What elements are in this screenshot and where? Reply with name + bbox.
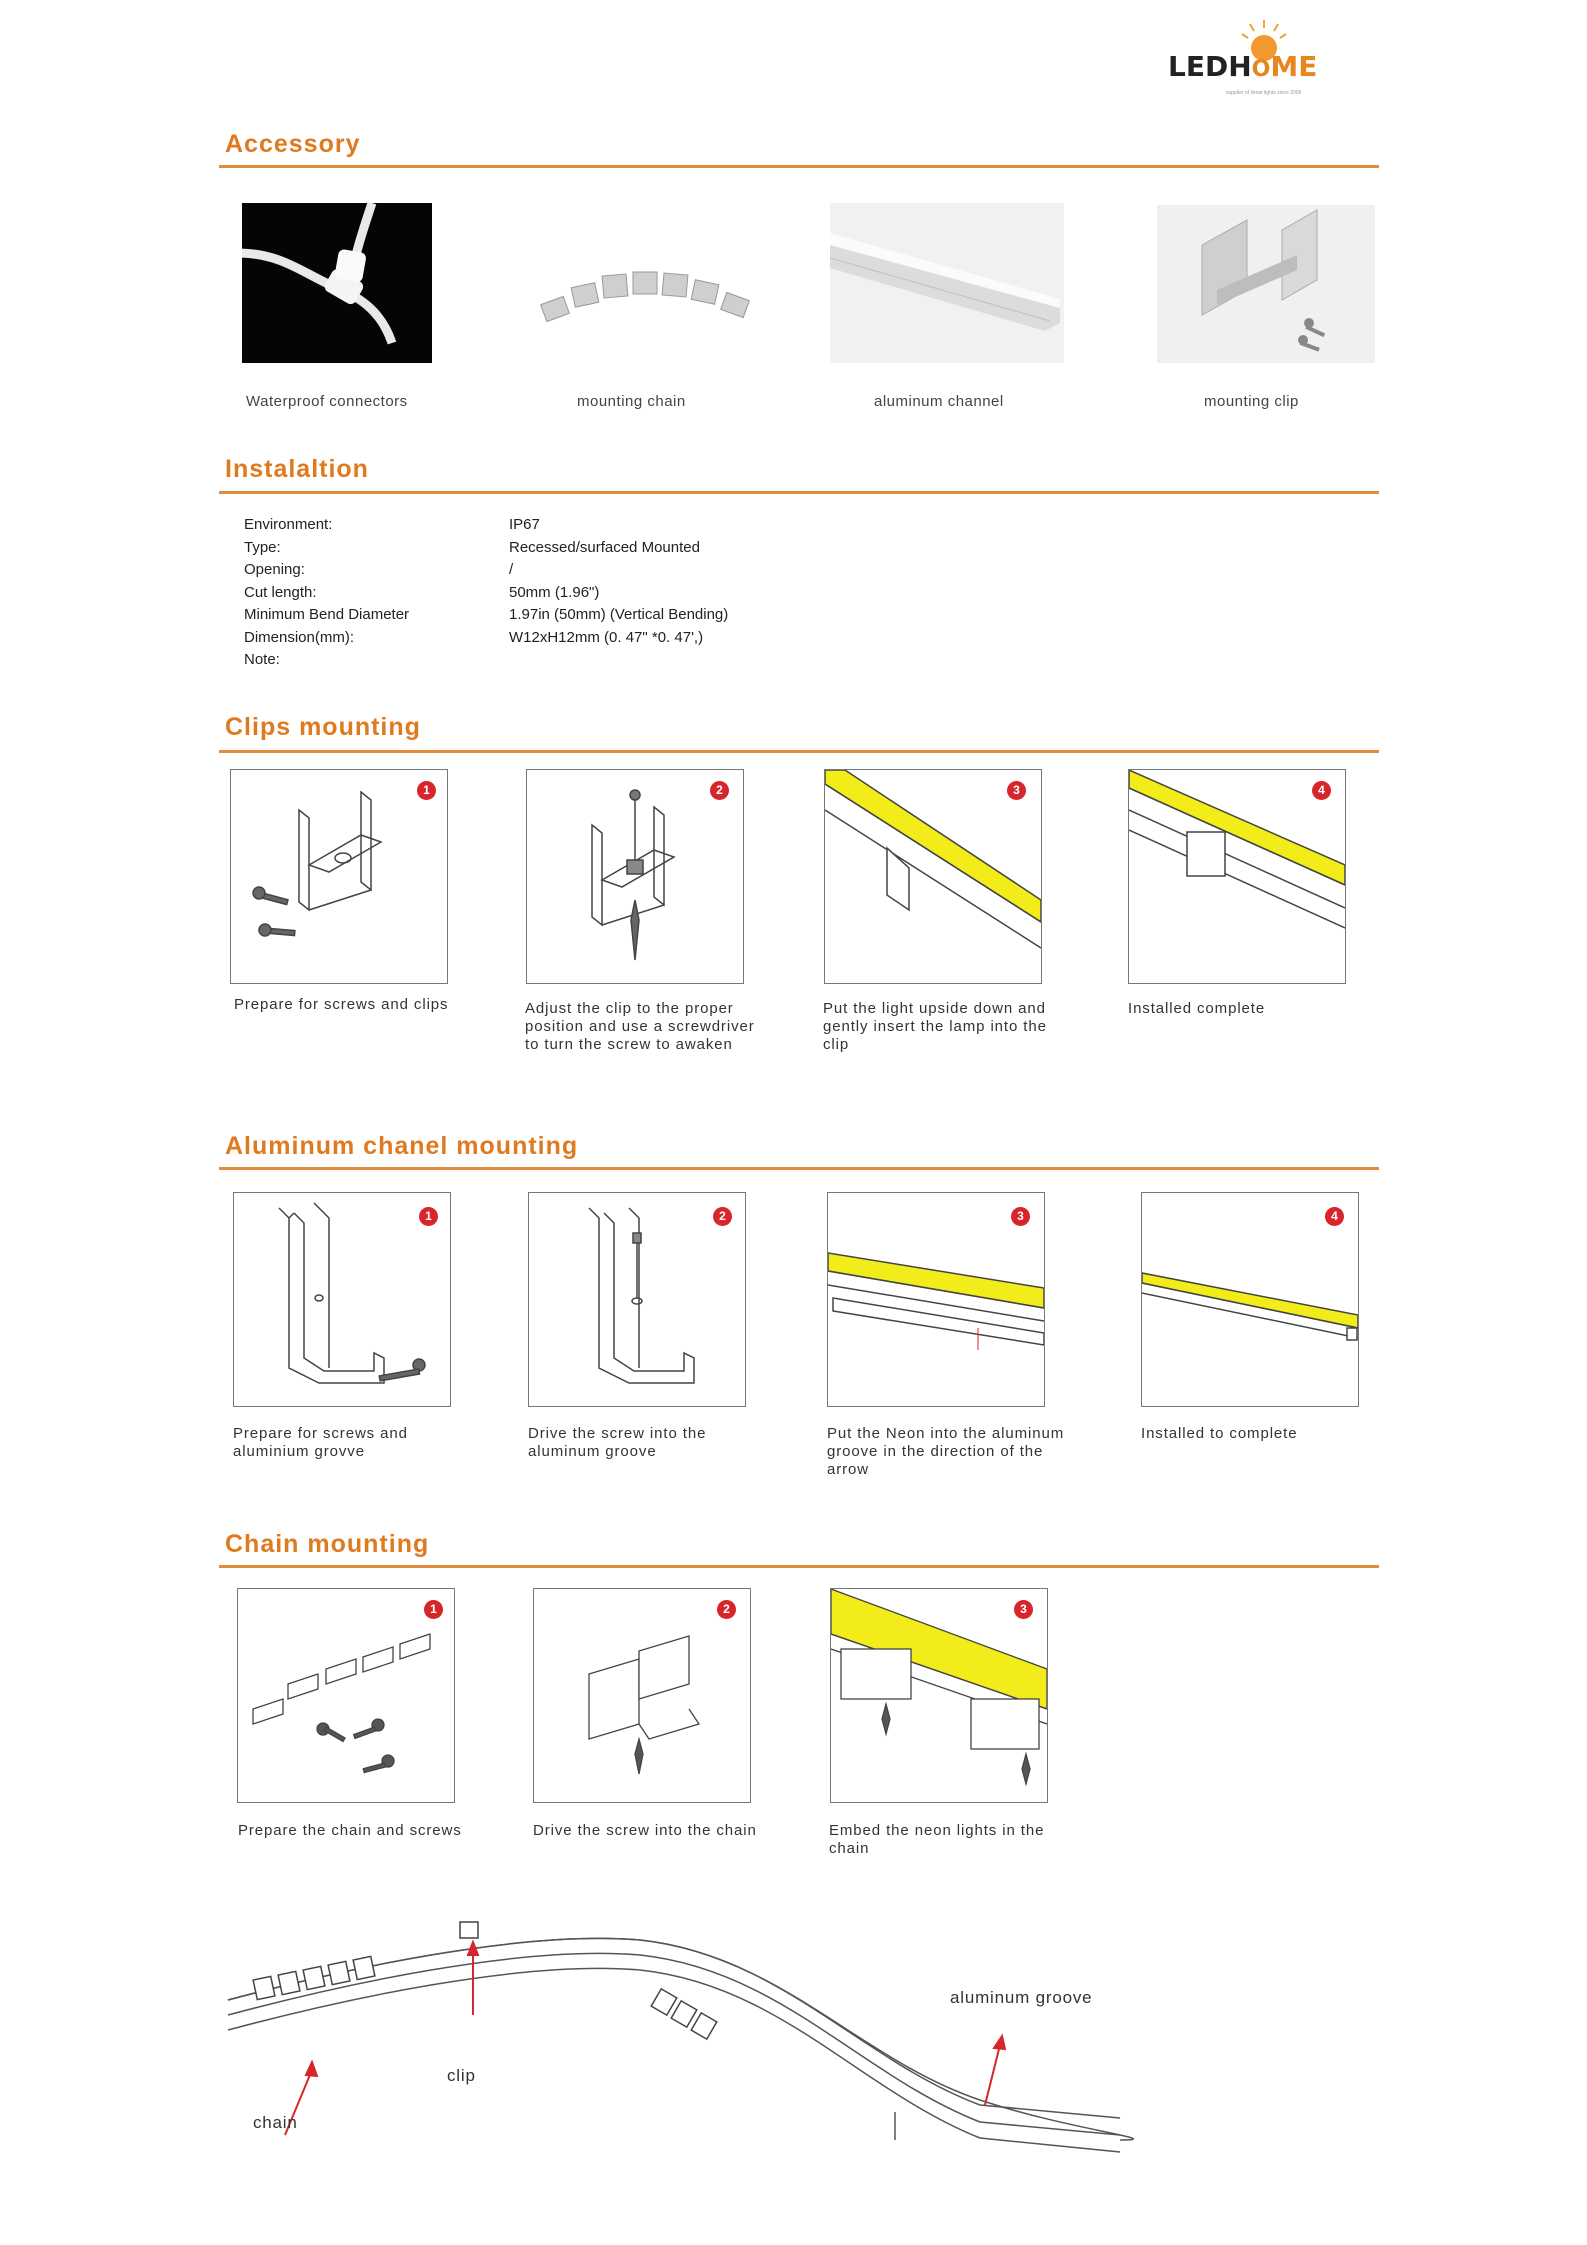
- clips-step-2-caption: Adjust the clip to the proper position and use a screwdriver to turn the screw to awaken: [525, 1000, 755, 1053]
- aluminum-step-1-figure: [233, 1192, 451, 1407]
- clips-step-4-figure: [1128, 769, 1346, 984]
- mounting-clip-image: [1157, 205, 1375, 363]
- step-number-badge: 4: [1312, 781, 1331, 800]
- accessory-caption-chain: mounting chain: [577, 393, 686, 410]
- aluminum-step-4-figure: [1141, 1192, 1359, 1407]
- chain-step-3-figure: [830, 1588, 1048, 1803]
- spec-key: Type:: [244, 538, 281, 556]
- clips-step-1-caption: Prepare for screws and clips: [234, 996, 449, 1013]
- label-aluminum-groove: aluminum groove: [950, 1988, 1093, 2007]
- waterproof-connector-image: [242, 203, 432, 363]
- spec-keys: [244, 514, 409, 672]
- spec-value: 1.97in (50mm) (Vertical Bending): [509, 606, 729, 623]
- accessory-divider: [219, 165, 1379, 168]
- chain-step-1-figure: [237, 1588, 455, 1803]
- aluminum-title: Aluminum chanel mounting: [225, 1132, 579, 1160]
- spec-key: Minimum Bend Diameter: [244, 606, 410, 623]
- step-number-badge: 2: [713, 1207, 732, 1226]
- spec-key: Environment:: [244, 516, 333, 533]
- aluminum-step-3-figure: [827, 1192, 1045, 1407]
- logo-h-text: H: [1228, 50, 1252, 83]
- accessory-title: Accessory: [225, 130, 361, 158]
- chain-step-2-caption: Drive the screw into the chain: [533, 1822, 757, 1839]
- step-number-badge: 3: [1007, 781, 1026, 800]
- label-chain: chain: [253, 2113, 298, 2132]
- step-number-badge: 2: [710, 781, 729, 800]
- spec-key: Opening:: [244, 561, 305, 578]
- clips-step-2-figure: [526, 769, 744, 984]
- aluminum-channel-image: [830, 203, 1064, 363]
- clips-step-1-figure: [230, 769, 448, 984]
- aluminum-divider: [219, 1167, 1379, 1170]
- chain-title: Chain mounting: [225, 1530, 430, 1558]
- step-number-badge: 4: [1325, 1207, 1344, 1226]
- clips-divider: [219, 750, 1379, 753]
- spec-value: IP67: [509, 516, 540, 533]
- chain-divider: [219, 1565, 1379, 1568]
- spec-key: Cut length:: [244, 583, 317, 601]
- aluminum-step-3-caption: Put the Neon into the aluminum groove in the direction of the arrow: [827, 1425, 1065, 1478]
- clips-step-4-caption: Installed complete: [1128, 1000, 1266, 1017]
- logo-o-text: O: [1251, 57, 1271, 82]
- accessory-caption-clip: mounting clip: [1204, 393, 1299, 410]
- spec-value: /: [509, 561, 514, 578]
- spec-value: Recessed/surfaced Mounted: [509, 538, 700, 556]
- chain-step-1-caption: Prepare the chain and screws: [238, 1822, 462, 1839]
- logo-led-text: LED: [1168, 50, 1229, 83]
- step-number-badge: 1: [419, 1207, 438, 1226]
- spec-key: Note:: [244, 651, 280, 668]
- logo-me-text: ME: [1270, 50, 1318, 83]
- mounting-chain-image: [533, 260, 773, 330]
- installation-overview-diagram: [220, 1900, 1370, 2200]
- spec-key: Dimension(mm):: [244, 628, 355, 646]
- step-number-badge: 3: [1011, 1207, 1030, 1226]
- accessory-caption-connectors: Waterproof connectors: [246, 393, 408, 410]
- aluminum-step-1-caption: Prepare for screws and aluminium grovve: [233, 1425, 408, 1460]
- aluminum-step-4-caption: Installed to complete: [1141, 1425, 1298, 1442]
- clips-step-3-figure: [824, 769, 1042, 984]
- accessory-caption-channel: aluminum channel: [874, 393, 1004, 410]
- step-number-badge: 1: [424, 1600, 443, 1619]
- brand-logo: [1168, 20, 1338, 100]
- aluminum-step-2-figure: [528, 1192, 746, 1407]
- spec-values: [509, 514, 728, 649]
- aluminum-step-2-caption: Drive the screw into the aluminum groove: [528, 1425, 707, 1460]
- step-number-badge: 3: [1014, 1600, 1033, 1619]
- chain-step-2-figure: [533, 1588, 751, 1803]
- clips-step-3-caption: Put the light upside down and gently insert the lamp into the clip: [823, 1000, 1047, 1053]
- step-number-badge: 1: [417, 781, 436, 800]
- step-number-badge: 2: [717, 1600, 736, 1619]
- spec-value: W12xH12mm (0. 47" *0. 47',): [509, 628, 704, 646]
- spec-value: 50mm (1.96"): [509, 583, 600, 601]
- logo-tagline: supplier of linear lights since 2009: [1226, 90, 1302, 96]
- clips-title: Clips mounting: [225, 713, 421, 741]
- label-clip: clip: [447, 2066, 476, 2085]
- chain-step-3-caption: Embed the neon lights in the chain: [829, 1822, 1045, 1857]
- installation-divider: [219, 491, 1379, 494]
- installation-title: Instalaltion: [225, 455, 369, 483]
